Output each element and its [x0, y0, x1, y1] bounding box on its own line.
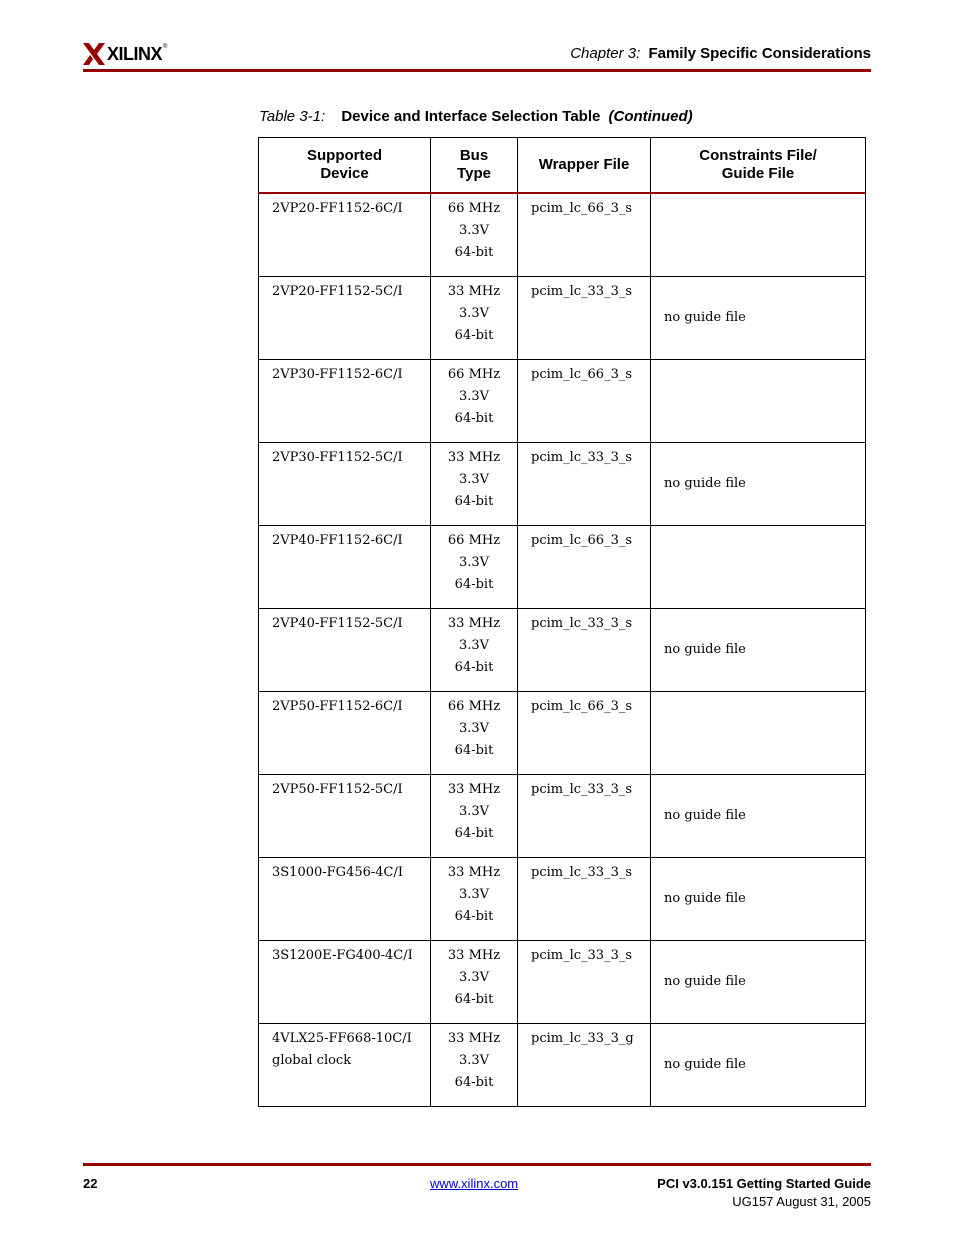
cell-guide-file	[651, 193, 866, 277]
table-row	[259, 692, 866, 775]
header-text: Device	[320, 165, 369, 182]
website-link[interactable]: www.xilinx.com	[430, 1176, 519, 1191]
cell-wrapper-file	[518, 193, 651, 277]
table-row	[259, 609, 866, 692]
cell-bus-type	[431, 941, 518, 1024]
bus-text: 66 MHz	[447, 699, 501, 714]
header-text: Guide File	[721, 165, 795, 182]
device-text: 2VP50-FF1152-5C/I	[272, 782, 403, 797]
registered-mark: ®	[163, 44, 168, 50]
table-row	[259, 277, 866, 360]
guide-title: PCI v3.0.151 Getting Started Guide	[657, 1176, 871, 1191]
bus-text: 64-bit	[454, 743, 494, 758]
bus-text: 3.3V	[458, 638, 490, 653]
device-text: 2VP20-FF1152-6C/I	[272, 201, 403, 216]
bus-text: 64-bit	[454, 245, 494, 260]
bus-text: 3.3V	[458, 389, 490, 404]
cell-device	[259, 941, 431, 1024]
bus-text: 64-bit	[454, 577, 494, 592]
wrapper-text: pcim_lc_33_3_g	[531, 1031, 634, 1046]
page-number: 22	[83, 1176, 98, 1191]
device-text: 3S1200E-FG400-4C/I	[272, 948, 413, 963]
bus-text: 64-bit	[454, 411, 494, 426]
bus-text: 33 MHz	[447, 616, 501, 631]
page-header	[83, 40, 871, 70]
table-row	[259, 775, 866, 858]
chapter-heading	[570, 45, 871, 62]
bus-text: 66 MHz	[447, 367, 501, 382]
bus-text: 33 MHz	[447, 450, 501, 465]
cell-wrapper-file	[518, 775, 651, 858]
bus-text: 64-bit	[454, 992, 494, 1007]
wrapper-text: pcim_lc_33_3_s	[531, 284, 633, 299]
bus-text: 64-bit	[454, 909, 494, 924]
header-text: Supported	[307, 147, 382, 164]
header-text: Constraints File/	[699, 147, 817, 164]
wrapper-text: pcim_lc_33_3_s	[531, 865, 633, 880]
guide-text: no guide file	[664, 808, 746, 823]
cell-bus-type	[431, 443, 518, 526]
header-bus-type	[431, 138, 518, 194]
wrapper-text: pcim_lc_33_3_s	[531, 616, 633, 631]
bus-text: 64-bit	[454, 826, 494, 841]
cell-device	[259, 775, 431, 858]
table-row	[259, 193, 866, 277]
bus-text: 33 MHz	[447, 284, 501, 299]
cell-device	[259, 193, 431, 277]
header-constraints-file	[651, 138, 866, 194]
guide-text: no guide file	[664, 1057, 746, 1072]
table-row	[259, 941, 866, 1024]
table-row	[259, 1024, 866, 1107]
table-body	[259, 193, 866, 1107]
device-text: 4VLX25-FF668-10C/I	[272, 1031, 412, 1046]
chapter-label: Chapter 3:	[570, 45, 641, 62]
device-text: 2VP30-FF1152-5C/I	[272, 450, 403, 465]
bus-text: 3.3V	[458, 555, 490, 570]
guide-text: no guide file	[664, 310, 746, 325]
bus-text: 3.3V	[458, 472, 490, 487]
cell-guide-file	[651, 360, 866, 443]
cell-guide-file	[651, 692, 866, 775]
cell-bus-type	[431, 858, 518, 941]
device-text: 2VP40-FF1152-6C/I	[272, 533, 403, 548]
cell-guide-file	[651, 1024, 866, 1107]
bus-text: 3.3V	[458, 223, 490, 238]
device-text: 2VP30-FF1152-6C/I	[272, 367, 403, 382]
wrapper-text: pcim_lc_33_3_s	[531, 782, 633, 797]
header-text: Bus	[459, 147, 489, 164]
cell-wrapper-file	[518, 360, 651, 443]
cell-device	[259, 277, 431, 360]
bus-text: 3.3V	[458, 306, 490, 321]
cell-guide-file	[651, 609, 866, 692]
device-text: 2VP50-FF1152-6C/I	[272, 699, 403, 714]
cell-wrapper-file	[518, 277, 651, 360]
cell-bus-type	[431, 692, 518, 775]
device-text: 2VP20-FF1152-5C/I	[272, 284, 403, 299]
cell-wrapper-file	[518, 609, 651, 692]
wrapper-text: pcim_lc_66_3_s	[531, 201, 633, 216]
cell-wrapper-file	[518, 443, 651, 526]
bus-text: 3.3V	[458, 721, 490, 736]
logo-wordmark: XILINX	[107, 43, 163, 64]
header-supported-device	[259, 138, 431, 194]
xilinx-logo-icon	[83, 43, 105, 65]
wrapper-text: pcim_lc_66_3_s	[531, 699, 633, 714]
cell-guide-file	[651, 858, 866, 941]
cell-device	[259, 443, 431, 526]
cell-bus-type	[431, 193, 518, 277]
caption-label: Table 3-1:	[259, 108, 326, 125]
bus-text: 3.3V	[458, 804, 490, 819]
table-row	[259, 443, 866, 526]
bus-text: 66 MHz	[447, 533, 501, 548]
table-row	[259, 526, 866, 609]
cell-guide-file	[651, 526, 866, 609]
bus-text: 33 MHz	[447, 1031, 501, 1046]
cell-bus-type	[431, 1024, 518, 1107]
cell-device	[259, 360, 431, 443]
bus-text: 66 MHz	[447, 201, 501, 216]
header-wrapper-file	[518, 138, 651, 194]
page-footer	[83, 1176, 871, 1216]
bus-text: 64-bit	[454, 1075, 494, 1090]
bus-text: 33 MHz	[447, 948, 501, 963]
cell-device	[259, 609, 431, 692]
cell-device	[259, 858, 431, 941]
caption-title: Device and Interface Selection Table	[341, 108, 601, 125]
device-text: 2VP40-FF1152-5C/I	[272, 616, 403, 631]
header-text: Wrapper File	[538, 156, 630, 173]
wrapper-text: pcim_lc_33_3_s	[531, 948, 633, 963]
xilinx-logo	[83, 42, 167, 66]
bus-text: 3.3V	[458, 887, 490, 902]
cell-bus-type	[431, 526, 518, 609]
bus-text: 64-bit	[454, 660, 494, 675]
bus-text: 3.3V	[458, 970, 490, 985]
device-text: global clock	[272, 1053, 352, 1068]
cell-bus-type	[431, 360, 518, 443]
cell-device	[259, 526, 431, 609]
footer-rule	[83, 1163, 871, 1166]
cell-guide-file	[651, 941, 866, 1024]
cell-wrapper-file	[518, 526, 651, 609]
table-row	[259, 360, 866, 443]
device-selection-table	[258, 137, 866, 1107]
guide-text: no guide file	[664, 974, 746, 989]
cell-wrapper-file	[518, 941, 651, 1024]
bus-text: 33 MHz	[447, 865, 501, 880]
cell-wrapper-file	[518, 692, 651, 775]
table-caption	[259, 108, 693, 125]
guide-text: no guide file	[664, 891, 746, 906]
header-rule	[83, 69, 871, 72]
document-id: UG157 August 31, 2005	[732, 1194, 871, 1209]
bus-text: 33 MHz	[447, 782, 501, 797]
wrapper-text: pcim_lc_33_3_s	[531, 450, 633, 465]
guide-text: no guide file	[664, 642, 746, 657]
cell-bus-type	[431, 609, 518, 692]
device-text: 3S1000-FG456-4C/I	[272, 865, 403, 880]
cell-wrapper-file	[518, 1024, 651, 1107]
wrapper-text: pcim_lc_66_3_s	[531, 367, 633, 382]
guide-text: no guide file	[664, 476, 746, 491]
cell-bus-type	[431, 277, 518, 360]
bus-text: 64-bit	[454, 494, 494, 509]
table-row	[259, 858, 866, 941]
cell-device	[259, 1024, 431, 1107]
wrapper-text: pcim_lc_66_3_s	[531, 533, 633, 548]
header-text: Type	[457, 165, 491, 182]
cell-guide-file	[651, 443, 866, 526]
cell-device	[259, 692, 431, 775]
cell-wrapper-file	[518, 858, 651, 941]
bus-text: 64-bit	[454, 328, 494, 343]
cell-bus-type	[431, 775, 518, 858]
cell-guide-file	[651, 775, 866, 858]
table-header-row	[259, 138, 866, 194]
chapter-title: Family Specific Considerations	[648, 45, 871, 62]
bus-text: 3.3V	[458, 1053, 490, 1068]
caption-continued: (Continued)	[608, 108, 693, 125]
cell-guide-file	[651, 277, 866, 360]
